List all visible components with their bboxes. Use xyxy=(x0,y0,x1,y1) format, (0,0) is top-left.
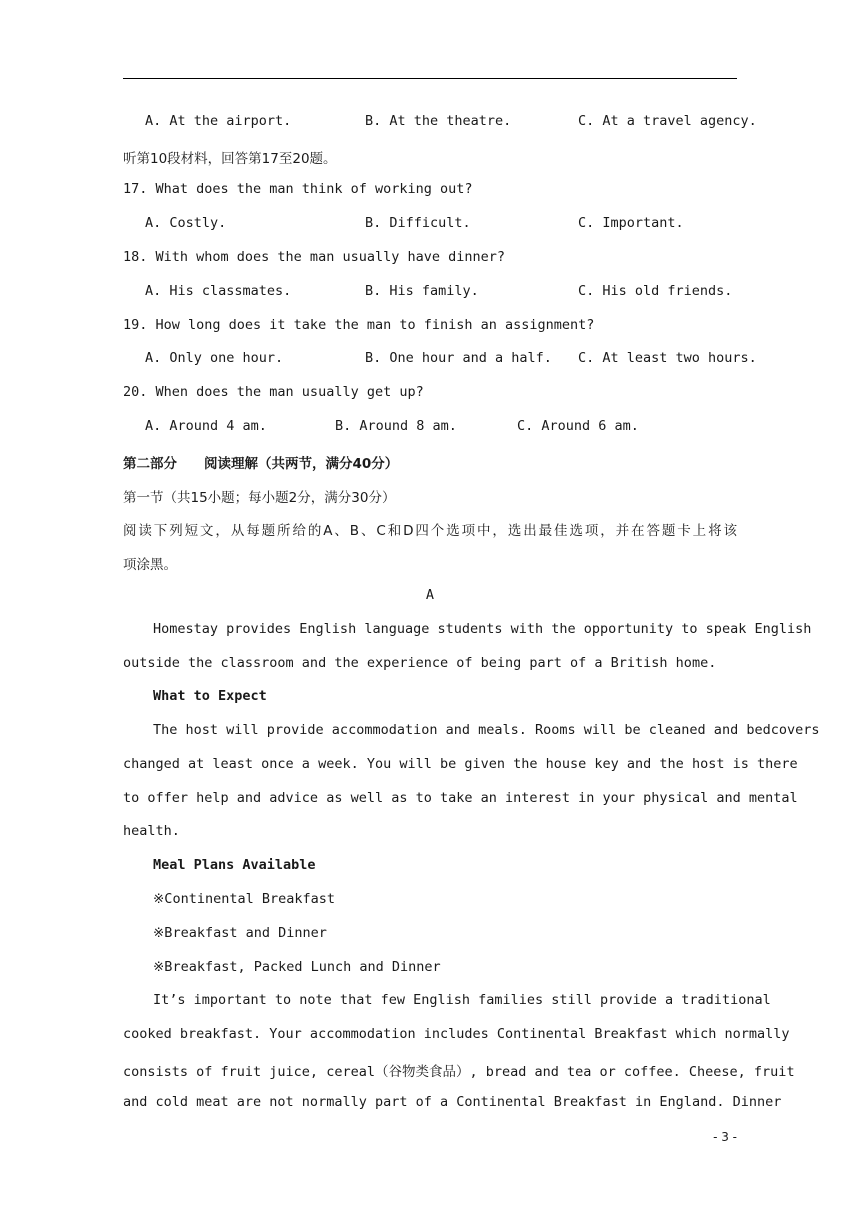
question-17-stem: 17. What does the man think of working out? xyxy=(123,181,473,197)
question-17-option-a: A. Costly. xyxy=(145,215,227,231)
meal-plan-item: ※Continental Breakfast xyxy=(153,891,335,907)
note-line3: consists of fruit juice, cereal（谷物类食品）, bread and tea or coffee. Cheese, fruit xyxy=(123,1064,795,1080)
part2-heading: 第二部分 阅读理解（共两节，满分40分） xyxy=(123,456,399,472)
note-line1: It’s important to note that few English families still provide a traditional xyxy=(153,992,771,1008)
question-17-option-b: B. Difficult. xyxy=(365,215,471,231)
question-20-option-a: A. Around 4 am. xyxy=(145,418,267,434)
expect-line1: The host will provide accommodation and meals. Rooms will be cleaned and bedcovers xyxy=(153,722,820,738)
expect-line2: changed at least once a week. You will be given the house key and the host is there xyxy=(123,756,798,772)
q16-option-b: B. At the theatre. xyxy=(365,113,512,129)
expect-line3: to offer help and advice as well as to take an interest in your physical and mental xyxy=(123,790,798,806)
header-rule xyxy=(123,78,737,79)
section1-heading: 第一节（共15小题；每小题2分，满分30分） xyxy=(123,490,396,506)
meal-plans-heading: Meal Plans Available xyxy=(153,857,316,873)
question-18-option-a: A. His classmates. xyxy=(145,283,292,299)
question-18-option-b: B. His family. xyxy=(365,283,479,299)
meal-plan-item: ※Breakfast, Packed Lunch and Dinner xyxy=(153,959,441,975)
meal-plan-item: ※Breakfast and Dinner xyxy=(153,925,327,941)
question-20-stem: 20. When does the man usually get up? xyxy=(123,384,424,400)
note-line4: and cold meat are not normally part of a Continental Breakfast in England. Dinner xyxy=(123,1094,782,1110)
reading-instruction-line2: 项涂黑。 xyxy=(123,557,177,573)
question-17-option-c: C. Important. xyxy=(578,215,684,231)
reading-instruction-line1: 阅读下列短文，从每题所给的A、B、C和D四个选项中，选出最佳选项，并在答题卡上将该 xyxy=(123,523,737,539)
page-number: - 3 - xyxy=(713,1130,737,1144)
question-18-stem: 18. With whom does the man usually have dinner? xyxy=(123,249,506,265)
passage-label: A xyxy=(425,587,435,603)
expect-line4: health. xyxy=(123,823,180,839)
note-line2: cooked breakfast. Your accommodation includes Continental Breakfast which normally xyxy=(123,1026,790,1042)
q16-option-a: A. At the airport. xyxy=(145,113,292,129)
question-19-stem: 19. How long does it take the man to finish an assignment? xyxy=(123,317,595,333)
question-19-option-c: C. At least two hours. xyxy=(578,350,757,366)
question-20-option-c: C. Around 6 am. xyxy=(517,418,639,434)
passage-intro-line1: Homestay provides English language students with the opportunity to speak English xyxy=(153,621,812,637)
question-19-option-b: B. One hour and a half. xyxy=(365,350,552,366)
what-to-expect-heading: What to Expect xyxy=(153,688,267,704)
listen-instruction: 听第10段材料，回答第17至20题。 xyxy=(123,151,337,167)
question-19-option-a: A. Only one hour. xyxy=(145,350,284,366)
question-18-option-c: C. His old friends. xyxy=(578,283,733,299)
passage-intro-line2: outside the classroom and the experience of being part of a British home. xyxy=(123,655,717,671)
q16-option-c: C. At a travel agency. xyxy=(578,113,757,129)
question-20-option-b: B. Around 8 am. xyxy=(335,418,457,434)
